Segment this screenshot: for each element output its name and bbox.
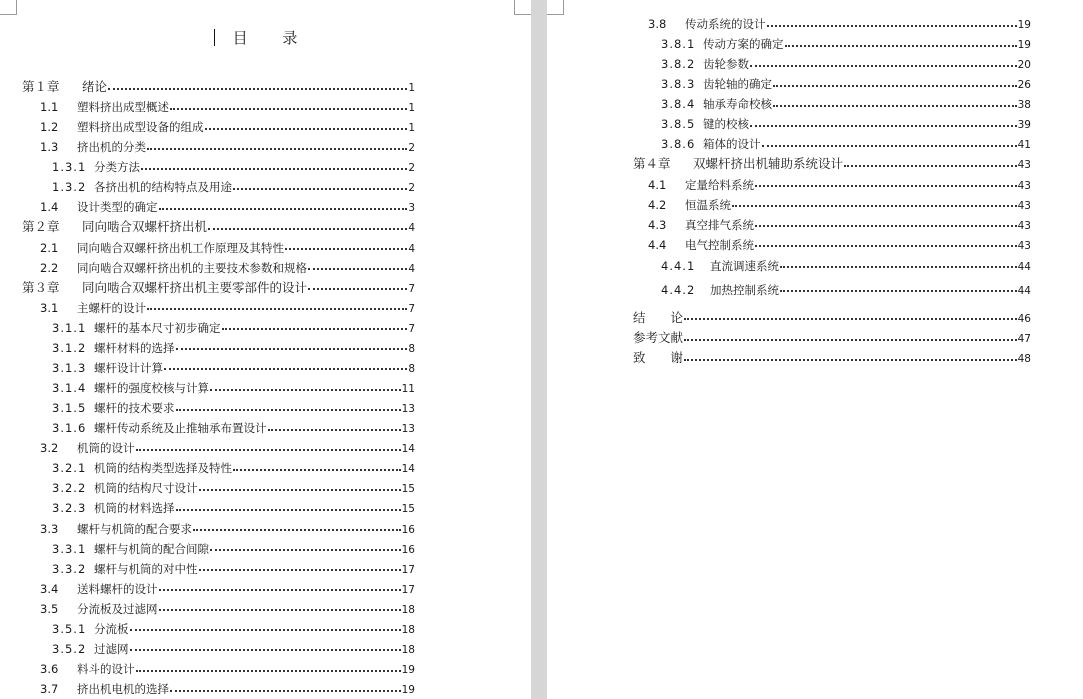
- toc-entry-label: [40, 299, 146, 317]
- toc-entry-number: 第２章: [22, 219, 60, 235]
- toc-entry-number: 4.4: [648, 237, 667, 252]
- toc-entry[interactable]: [648, 216, 1031, 234]
- toc-entry-number: 3.5: [40, 601, 59, 616]
- toc-page-number: 19: [1017, 19, 1031, 31]
- toc-entry-title: 双螺杆挤出机辅助系统设计: [693, 156, 844, 172]
- dot-leader: [844, 164, 1017, 167]
- toc-entry-title: 分类方法: [94, 160, 140, 175]
- dot-leader: [141, 167, 407, 170]
- toc-page-number: 43: [1017, 179, 1031, 192]
- dot-leader: [308, 267, 407, 270]
- page-corner-mark: [514, 0, 531, 15]
- dot-leader: [210, 548, 401, 551]
- dot-leader: [268, 428, 401, 431]
- toc-entry[interactable]: [52, 640, 415, 658]
- toc-entry-label: [52, 620, 129, 638]
- toc-page-number: 26: [1017, 79, 1031, 92]
- toc-page-number: 18: [401, 603, 415, 616]
- toc-entry-title: 各挤出机的结构特点及用途: [94, 180, 232, 195]
- toc-entry-number: 4.3: [648, 217, 667, 232]
- toc-entry-title: 电气控制系统: [685, 237, 754, 252]
- toc-page-number: 1: [408, 82, 415, 94]
- toc-entry-number: 3.1.5: [52, 401, 87, 416]
- document-page-right: [547, 0, 1083, 699]
- toc-entry-label: [648, 176, 754, 194]
- toc-entry-title: 加热控制系统: [710, 282, 779, 297]
- toc-entry-number: 2.2: [40, 260, 59, 275]
- toc-page-number: 39: [1017, 119, 1031, 132]
- toc-entry[interactable]: [40, 520, 415, 538]
- toc-entry-label: [52, 399, 175, 417]
- dot-leader: [210, 388, 401, 391]
- toc-entry-label: [52, 379, 209, 397]
- toc-page-number: 15: [401, 483, 415, 496]
- toc-entry-title: 同向啮合双螺杆挤出机工作原理及其特性: [77, 240, 284, 255]
- toc-page-number: 1: [408, 102, 415, 115]
- toc-entry-number: 3.1.6: [52, 421, 87, 436]
- toc-page-number: 19: [401, 684, 415, 697]
- toc-entry-number: 致 谢: [633, 350, 684, 366]
- toc-entry[interactable]: [52, 399, 415, 417]
- toc-entry-number: 3.8.5: [661, 117, 696, 132]
- toc-page-number: 4: [408, 262, 415, 275]
- toc-entry[interactable]: [52, 499, 415, 517]
- toc-entry[interactable]: [40, 580, 415, 598]
- toc-entry-label: [661, 281, 779, 299]
- toc-entry-number: 1.3.2: [52, 180, 87, 195]
- toc-entry-number: 1.3.1: [52, 160, 87, 175]
- toc-entry[interactable]: [661, 35, 1031, 53]
- toc-title: 目 录: [232, 29, 313, 47]
- toc-page-number: 16: [401, 543, 415, 556]
- toc-entry-number: 1.1: [40, 100, 59, 115]
- toc-entry[interactable]: [661, 75, 1031, 93]
- toc-entry-number: 3.2.2: [52, 481, 87, 496]
- toc-entry-title: 分流板: [94, 621, 129, 636]
- toc-entry-number: 3.2.3: [52, 501, 87, 516]
- toc-entry-label: [22, 78, 107, 96]
- toc-entry[interactable]: [40, 138, 415, 156]
- toc-entry-title: 螺杆传动系统及止推轴承布置设计: [94, 421, 267, 436]
- toc-entry[interactable]: [40, 259, 415, 277]
- toc-entry-number: 3.2: [40, 441, 59, 456]
- toc-entry-title: 机筒的材料选择: [94, 501, 175, 516]
- dot-leader: [164, 367, 407, 370]
- toc-entry-number: 3.7: [40, 682, 59, 697]
- toc-page-number: 11: [401, 383, 415, 396]
- dot-leader: [108, 87, 407, 90]
- toc-entry[interactable]: [52, 178, 415, 196]
- toc-entry-number: 3.1.1: [52, 320, 87, 335]
- toc-entry-label: [661, 95, 772, 113]
- toc-entry-title: 机筒的结构类型选择及特性: [94, 461, 232, 476]
- toc-page-number: 44: [1017, 284, 1031, 297]
- toc-page-number: 17: [401, 563, 415, 576]
- dot-leader: [159, 608, 401, 611]
- toc-entry[interactable]: [648, 176, 1031, 194]
- toc-page-number: 18: [401, 643, 415, 656]
- toc-page-number: 19: [401, 664, 415, 677]
- toc-entry[interactable]: [648, 236, 1031, 254]
- dot-leader: [732, 204, 1017, 207]
- toc-entry[interactable]: [40, 239, 415, 257]
- toc-entry-label: [52, 560, 198, 578]
- toc-page-number: 43: [1017, 219, 1031, 232]
- toc-entry[interactable]: [40, 299, 415, 317]
- dot-leader: [222, 327, 408, 330]
- toc-entry-number: 参考文献: [633, 330, 684, 346]
- toc-page-number: 43: [1017, 239, 1031, 252]
- dot-leader: [159, 207, 408, 210]
- dot-leader: [762, 144, 1017, 147]
- toc-entry-number: 3.8.6: [661, 137, 696, 152]
- toc-entry-title: 同向啮合双螺杆挤出机的主要技术参数和规格: [77, 260, 307, 275]
- dot-leader: [755, 224, 1017, 227]
- toc-entry[interactable]: [52, 419, 415, 437]
- dot-leader: [208, 227, 407, 230]
- toc-entry-number: 3.1.4: [52, 381, 87, 396]
- toc-page-number: 1: [408, 122, 415, 135]
- toc-entry[interactable]: [40, 660, 415, 678]
- toc-entry-label: [52, 540, 209, 558]
- toc-entry[interactable]: [52, 479, 415, 497]
- toc-entry-title: 送料螺杆的设计: [77, 581, 158, 596]
- toc-entry-label: [52, 359, 163, 377]
- toc-page-number: 19: [1017, 39, 1031, 52]
- toc-entry-number: 第３章: [22, 279, 60, 295]
- dot-leader: [130, 628, 401, 631]
- toc-page-number: 2: [408, 142, 415, 155]
- dot-leader: [750, 64, 1017, 67]
- toc-chapter-entry[interactable]: [633, 309, 1031, 327]
- toc-entry-number: 3.6: [40, 662, 59, 677]
- toc-entry-title: 传动方案的确定: [703, 37, 784, 52]
- toc-page-number: 14: [401, 443, 415, 456]
- toc-entry-number: 1.2: [40, 120, 59, 135]
- toc-entry[interactable]: [661, 281, 1031, 299]
- toc-entry[interactable]: [40, 118, 415, 136]
- dot-leader: [755, 184, 1017, 187]
- toc-page-number: 7: [408, 322, 415, 335]
- page-corner-mark: [547, 0, 564, 15]
- toc-entry-title: 螺杆与机筒的配合要求: [77, 521, 192, 536]
- toc-entry-title: 传动系统的设计: [685, 17, 766, 31]
- toc-chapter-entry[interactable]: [633, 349, 1031, 367]
- toc-entry-label: [40, 660, 135, 678]
- toc-entry-label: [633, 309, 683, 327]
- toc-entry[interactable]: [661, 257, 1031, 275]
- toc-page-number: 7: [408, 282, 415, 295]
- toc-entry-number: 3.1: [40, 300, 59, 315]
- toc-entry-label: [22, 218, 207, 236]
- toc-entry-label: [648, 196, 731, 214]
- dot-leader: [193, 528, 401, 531]
- toc-entry[interactable]: [52, 560, 415, 578]
- toc-entry-label: [52, 499, 175, 517]
- toc-entry-label: [40, 259, 307, 277]
- toc-entry-label: [52, 339, 175, 357]
- toc-entry-title: 恒温系统: [685, 197, 731, 212]
- toc-entry[interactable]: [52, 339, 415, 357]
- toc-entry-number: 1.3: [40, 140, 59, 155]
- toc-entry-title: 过滤网: [94, 641, 129, 656]
- dot-leader: [780, 265, 1017, 268]
- dot-leader: [285, 247, 407, 250]
- toc-chapter-entry[interactable]: [22, 78, 415, 96]
- toc-entry[interactable]: [40, 439, 415, 457]
- toc-entry-number: 4.1: [648, 177, 667, 192]
- dot-leader: [130, 648, 401, 651]
- toc-page-number: 15: [401, 503, 415, 516]
- toc-entry-number: 第４章: [633, 156, 671, 172]
- toc-entry-number: 2.1: [40, 240, 59, 255]
- dot-leader: [170, 689, 401, 692]
- toc-entry-title: 塑料挤出成型设备的组成: [77, 120, 204, 135]
- dot-leader: [755, 244, 1017, 247]
- toc-entry[interactable]: [648, 15, 1031, 33]
- toc-entry-label: [40, 600, 158, 618]
- toc-entry-number: 3.3.1: [52, 541, 87, 556]
- toc-entry-label: [661, 135, 761, 153]
- dot-leader: [147, 147, 407, 150]
- toc-page-number: 8: [408, 342, 415, 355]
- dot-leader: [199, 488, 401, 491]
- toc-entry-label: [52, 640, 129, 658]
- toc-entry-title: 螺杆的技术要求: [94, 401, 175, 416]
- toc-page-number: 44: [1017, 260, 1031, 273]
- toc-entry-label: [648, 216, 754, 234]
- page-corner-mark: [0, 0, 17, 15]
- dot-leader: [684, 358, 1017, 361]
- toc-entry[interactable]: [40, 600, 415, 618]
- toc-entry-label: [52, 158, 140, 176]
- toc-entry-label: [648, 236, 754, 254]
- toc-page-number: 4: [408, 222, 415, 235]
- toc-entry-label: [40, 520, 192, 538]
- toc-entry-title: 齿轮参数: [703, 57, 749, 72]
- toc-entry-label: [52, 178, 232, 196]
- dot-leader: [684, 338, 1017, 341]
- toc-page-number: 43: [1017, 159, 1031, 172]
- toc-entry-number: 3.2.1: [52, 461, 87, 476]
- toc-entry[interactable]: [648, 196, 1031, 214]
- toc-entry-title: 螺杆的基本尺寸初步确定: [94, 320, 221, 335]
- toc-entry-number: 3.8.1: [661, 37, 696, 52]
- toc-entry-title: 同向啮合双螺杆挤出机: [82, 219, 208, 235]
- toc-page-number: 13: [401, 423, 415, 436]
- toc-entry-number: 4.2: [648, 197, 667, 212]
- toc-entry-label: [40, 239, 284, 257]
- toc-chapter-entry[interactable]: [22, 279, 415, 297]
- dot-leader: [233, 187, 407, 190]
- toc-entry-title: 主螺杆的设计: [77, 300, 146, 315]
- toc-entry-number: 3.5.1: [52, 621, 87, 636]
- toc-entry-title: 螺杆设计计算: [94, 360, 163, 375]
- toc-page-number: 46: [1017, 312, 1031, 325]
- toc-entry[interactable]: [661, 115, 1031, 133]
- dot-leader: [773, 104, 1017, 107]
- dot-leader: [780, 289, 1017, 292]
- toc-entry-number: 4.4.1: [661, 258, 696, 273]
- toc-entry-label: [52, 319, 221, 337]
- toc-page-number: 13: [401, 403, 415, 416]
- toc-entry-label: [22, 279, 307, 297]
- toc-page-number: 47: [1017, 333, 1031, 346]
- toc-page-number: 17: [401, 583, 415, 596]
- toc-entry[interactable]: [52, 379, 415, 397]
- toc-entry-label: [661, 35, 784, 53]
- toc-entry-label: [633, 155, 843, 173]
- toc-entry-title: 同向啮合双螺杆挤出机主要零部件的设计: [82, 279, 308, 295]
- toc-page-number: 16: [401, 523, 415, 536]
- toc-entry-title: 挤出机的分类: [77, 140, 146, 155]
- toc-entry[interactable]: [661, 135, 1031, 153]
- dot-leader: [176, 508, 401, 511]
- toc-entry-label: [52, 459, 232, 477]
- toc-entry-title: 塑料挤出成型概述: [77, 100, 169, 115]
- toc-chapter-entry[interactable]: [22, 218, 415, 236]
- toc-entry[interactable]: [52, 459, 415, 477]
- toc-page-number: 18: [401, 623, 415, 636]
- toc-page-number: 41: [1017, 139, 1031, 152]
- toc-entry-label: [52, 419, 267, 437]
- toc-entry-title: 轴承寿命校核: [703, 97, 772, 112]
- toc-page-number: 4: [408, 242, 415, 255]
- document-page-left: [0, 0, 531, 699]
- dot-leader: [767, 24, 1017, 27]
- dot-leader: [199, 568, 401, 571]
- toc-entry-label: [40, 138, 146, 156]
- toc-entry-title: 挤出机电机的选择: [77, 682, 169, 697]
- toc-entry-label: [661, 115, 749, 133]
- toc-entry-number: 1.4: [40, 200, 59, 215]
- toc-entry-number: 3.8.2: [661, 57, 696, 72]
- toc-entry-label: [661, 257, 779, 275]
- toc-entry[interactable]: [52, 359, 415, 377]
- toc-entry-label: [52, 479, 198, 497]
- dot-leader: [785, 44, 1017, 47]
- toc-entry-label: [40, 580, 158, 598]
- toc-chapter-entry[interactable]: [633, 155, 1031, 173]
- toc-page-number: 2: [408, 162, 415, 175]
- toc-entry-title: 分流板及过滤网: [77, 601, 158, 616]
- toc-entry-label: [40, 98, 169, 116]
- toc-entry-label: [40, 680, 169, 698]
- toc-entry-title: 键的校核: [703, 117, 749, 132]
- toc-entry-number: 第１章: [22, 79, 60, 94]
- toc-entry[interactable]: [52, 540, 415, 558]
- toc-entry-number: 3.3: [40, 521, 59, 536]
- dot-leader: [176, 408, 401, 411]
- toc-entry-label: [40, 118, 204, 136]
- toc-entry-number: 4.4.2: [661, 282, 696, 297]
- toc-entry-label: [661, 75, 772, 93]
- toc-entry-number: 3.8.3: [661, 77, 696, 92]
- toc-entry-title: 螺杆与机筒的对中性: [94, 561, 198, 576]
- toc-page-number: 48: [1017, 353, 1031, 366]
- text-cursor: [214, 29, 215, 46]
- toc-entry-title: 螺杆材料的选择: [94, 340, 175, 355]
- dot-leader: [136, 448, 401, 451]
- toc-entry[interactable]: [52, 158, 415, 176]
- toc-page-number: 38: [1017, 99, 1031, 112]
- toc-entry-label: [40, 439, 135, 457]
- toc-entry[interactable]: [661, 95, 1031, 113]
- toc-entry-title: 齿轮轴的确定: [703, 77, 772, 92]
- toc-page-number: 8: [408, 362, 415, 375]
- toc-page-number: 7: [408, 302, 415, 315]
- toc-entry-title: 设计类型的确定: [77, 200, 158, 215]
- toc-entry-number: 3.1.2: [52, 340, 87, 355]
- toc-entry-title: 真空排气系统: [685, 217, 754, 232]
- toc-entry-number: 3.1.3: [52, 360, 87, 375]
- toc-entry[interactable]: [40, 198, 415, 216]
- toc-page-number: 14: [401, 463, 415, 476]
- toc-entry[interactable]: [661, 55, 1031, 73]
- toc-entry-label: [40, 198, 158, 216]
- toc-entry[interactable]: [52, 319, 415, 337]
- dot-leader: [147, 307, 407, 310]
- dot-leader: [176, 347, 408, 350]
- dot-leader: [684, 317, 1017, 320]
- toc-chapter-entry[interactable]: [633, 329, 1031, 347]
- dot-leader: [170, 107, 407, 110]
- toc-page-number: 2: [408, 182, 415, 195]
- toc-entry-title: 直流调速系统: [710, 258, 779, 273]
- dot-leader: [308, 287, 407, 290]
- dot-leader: [233, 468, 401, 471]
- toc-entry-number: 3.8: [648, 17, 667, 31]
- dot-leader: [205, 127, 408, 130]
- toc-entry-title: 螺杆的强度校核与计算: [94, 381, 209, 396]
- toc-entry-title: 箱体的设计: [703, 137, 761, 152]
- toc-entry-title: 机筒的结构尺寸设计: [94, 481, 198, 496]
- toc-entry-title: 螺杆与机筒的配合间隙: [94, 541, 209, 556]
- toc-entry-label: [648, 15, 766, 33]
- toc-page-number: 3: [408, 202, 415, 215]
- toc-page-number: 43: [1017, 199, 1031, 212]
- toc-entry-label: [633, 349, 683, 367]
- toc-entry-number: 3.5.2: [52, 641, 87, 656]
- toc-entry[interactable]: [40, 680, 415, 698]
- toc-entry-title: 绪论: [82, 79, 108, 94]
- toc-entry-label: [661, 55, 749, 73]
- toc-page-number: 20: [1017, 59, 1031, 72]
- toc-entry-number: 3.4: [40, 581, 59, 596]
- toc-entry-title: 定量给料系统: [685, 177, 754, 192]
- toc-entry-number: 3.3.2: [52, 561, 87, 576]
- toc-entry[interactable]: [40, 98, 415, 116]
- toc-entry-number: 结 论: [633, 309, 684, 325]
- dot-leader: [136, 669, 401, 672]
- toc-entry-label: [633, 329, 683, 347]
- toc-entry-number: 3.8.4: [661, 97, 696, 112]
- toc-entry[interactable]: [52, 620, 415, 638]
- dot-leader: [773, 84, 1017, 87]
- dot-leader: [750, 124, 1017, 127]
- toc-entry-title: 料斗的设计: [77, 662, 135, 677]
- toc-entry-title: 机筒的设计: [77, 441, 135, 456]
- dot-leader: [159, 588, 401, 591]
